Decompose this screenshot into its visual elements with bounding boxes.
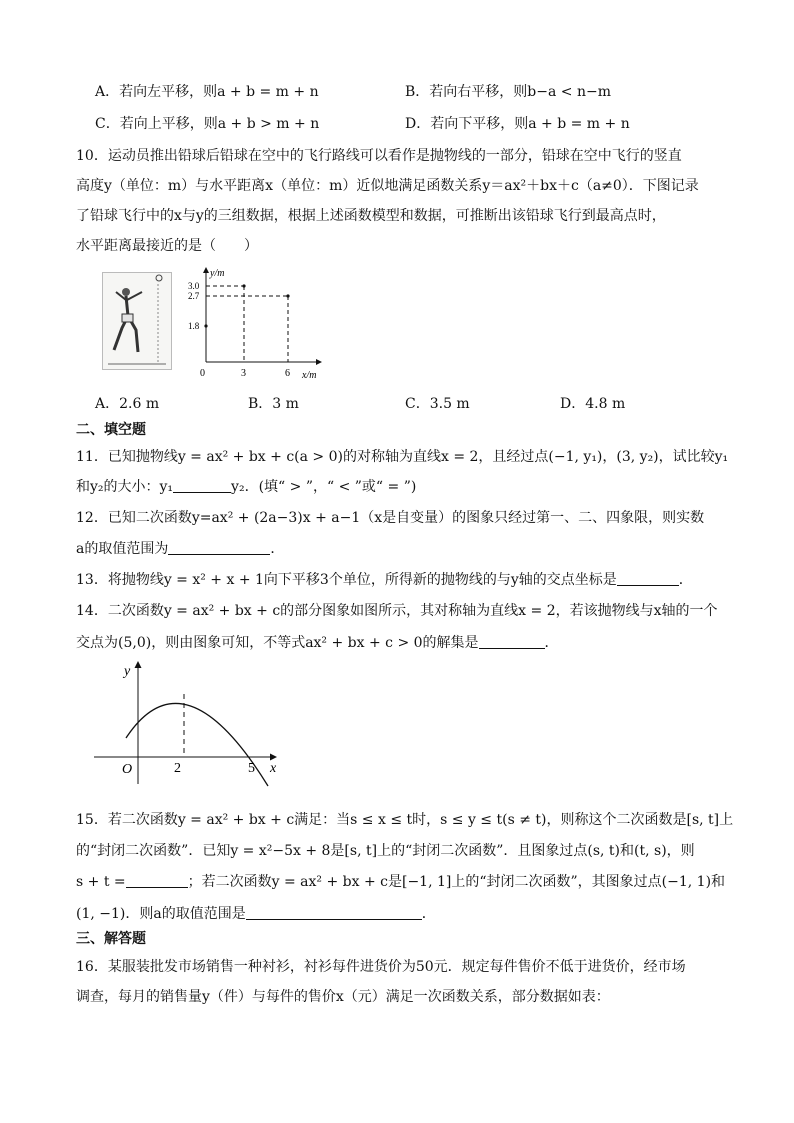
q12-line-2	[76, 539, 284, 559]
q15-answer-blank-1	[126, 873, 188, 888]
q14-y-label: y	[124, 664, 131, 679]
q10-y-tick-1-8: 1.8	[188, 321, 200, 331]
q16-line-1: 16．某服装批发市场销售一种衬衫，衬衫每件进货价为50元．规定每件售价不低于进货价，经市场	[76, 959, 686, 975]
q12-text-before-blank: a的取值范围为	[76, 541, 169, 557]
q10-y-tick-3: 3.0	[188, 281, 200, 291]
q13-text-after-blank: ．	[678, 572, 693, 588]
q10-graph	[176, 264, 326, 380]
q15-text-before-blank-2: (1, −1)．则a的取值范围是	[76, 906, 246, 922]
q15-line-4	[76, 904, 436, 924]
q16-line-2: 调查，每月的销售量y（件）与每件的售价x（元）满足一次函数关系，部分数据如表：	[76, 989, 610, 1005]
q13-line-1	[76, 570, 693, 590]
q12-line-1: 12．已知二次函数y=ax² + (2a−3)x + a−1（x是自变量）的图象只经过第一、二、四象限，则实数	[76, 510, 705, 526]
q13-text-before-blank: 13．将抛物线y = x² + x + 1向下平移3个单位，所得新的抛物线的与y轴的交点坐标是	[76, 572, 617, 588]
q14-parabola-curve	[126, 703, 268, 786]
q10-line-3: 了铅球飞行中的x与y的三组数据，根据上述函数模型和数据，可推断出该铅球飞行到最高点时，	[76, 208, 666, 224]
q15-line-3	[76, 872, 725, 892]
q10-y-label: y/m	[210, 268, 225, 279]
q11-answer-blank	[173, 478, 231, 493]
q10-line-1: 10．运动员推出铅球后铅球在空中的飞行路线可以看作是抛物线的一部分，铅球在空中飞行的竖直	[76, 148, 682, 164]
q14-x-label: x	[270, 761, 277, 776]
q10-x-label: x/m	[302, 370, 317, 380]
q9-option-b: B．若向右平移，则b−a < n−m	[405, 84, 611, 100]
q13-answer-blank	[617, 571, 679, 586]
q10-option-a: A．2.6 m	[95, 396, 160, 412]
q12-answer-blank	[168, 540, 270, 555]
q11-line-1: 11．已知抛物线y = ax² + bx + c(a > 0)的对称轴为直线x = 2，且经过点(−1, y₁)，(3, y₂)，试比较y₁	[76, 449, 729, 465]
q11-text-before-blank: 和y₂的大小：y₁	[76, 479, 174, 495]
q10-point-3	[286, 294, 289, 297]
q10-y-tick-2-7: 2.7	[188, 291, 200, 301]
q14-line-1: 14．二次函数y = ax² + bx + c的部分图象如图所示，其对称轴为直线x = 2，若该抛物线与x轴的一个	[76, 603, 718, 619]
q14-text-after-blank: ．	[544, 635, 559, 651]
q14-origin-label: O	[122, 762, 133, 777]
q14-tick-5: 5	[248, 761, 255, 776]
q10-x-tick-3: 3	[241, 368, 246, 379]
q10-point-1	[204, 324, 207, 327]
q15-text-before-blank-1: s + t =	[76, 874, 126, 890]
q10-line-2: 高度y（单位：m）与水平距离x（单位：m）近似地满足函数关系y＝ax²＋bx＋c（a≠0）．下图记录	[76, 178, 699, 194]
q9-option-d: D．若向下平移，则a + b = m + n	[405, 116, 630, 132]
q14-tick-2: 2	[174, 761, 181, 776]
q10-point-2	[242, 284, 245, 287]
section-title-solutions: 三、解答题	[76, 931, 146, 947]
q15-line-2: 的“封闭二次函数”．已知y = x²−5x + 8是[s, t]上的“封闭二次函数”．且图象过点(s, t)和(t, s)，则	[76, 843, 695, 859]
shot-put-athlete-image	[102, 272, 172, 370]
q9-option-c: C．若向上平移，则a + b > m + n	[95, 116, 320, 132]
section-title-fill-in: 二、填空题	[76, 422, 146, 438]
q14-text-before-blank: 交点为(5,0)，则由图象可知，不等式ax² + bx + c > 0的解集是	[76, 635, 479, 651]
q14-line-2	[76, 633, 559, 653]
q10-option-c: C．3.5 m	[405, 396, 470, 412]
q11-text-after-blank: y₂．(填“ > ”，“ < ”或“ = ”)	[231, 479, 417, 495]
q10-option-d: D．4.8 m	[560, 396, 626, 412]
q14-answer-blank	[479, 634, 545, 649]
q11-line-2	[76, 477, 416, 497]
q15-text-after-blank-2: ．	[421, 906, 436, 922]
q10-option-b: B．3 m	[248, 396, 299, 412]
q10-line-4: 水平距离最接近的是（ ）	[76, 238, 258, 254]
q12-text-after-blank: ．	[270, 541, 285, 557]
q9-option-a: A．若向左平移，则a + b = m + n	[95, 84, 319, 100]
q15-answer-blank-2	[246, 905, 422, 920]
q14-parabola-graph	[88, 656, 284, 790]
q15-text-after-blank-1: ；若二次函数y = ax² + bx + c是[−1, 1]上的“封闭二次函数”，其图象过点(−1, 1)和	[187, 874, 726, 890]
q10-x-tick-6: 6	[285, 368, 290, 379]
q15-line-1: 15．若二次函数y = ax² + bx + c满足：当s ≤ x ≤ t时，s ≤ y ≤ t(s ≠ t)，则称这个二次函数是[s, t]上	[76, 812, 734, 828]
q10-x-tick-0: 0	[200, 368, 205, 379]
